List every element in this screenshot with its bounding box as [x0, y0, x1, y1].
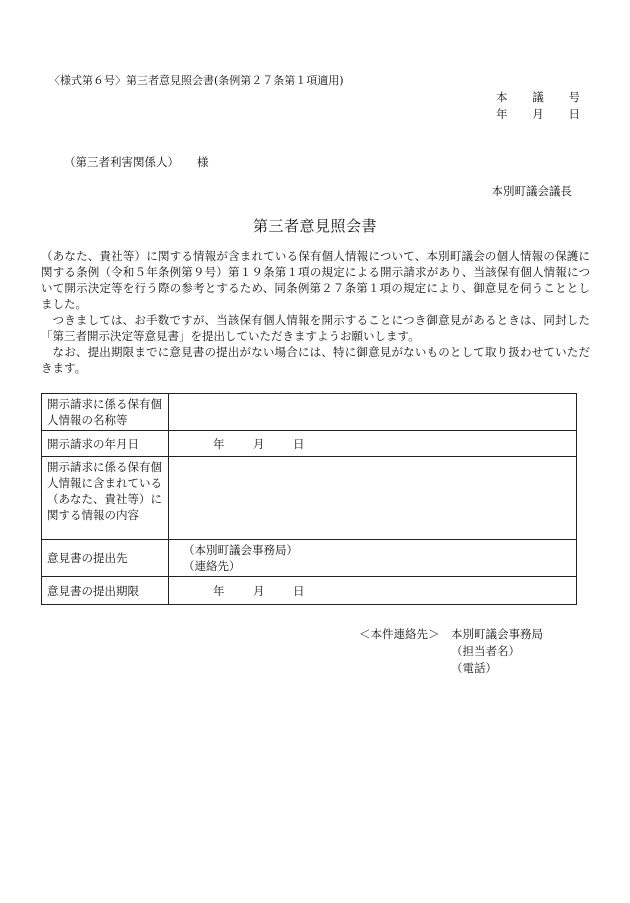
- recipient-honorific: 様: [197, 155, 209, 169]
- row-label: 開示請求に係る保有個人情報に含まれている（あなた、貴社等）に関する情報の内容: [42, 457, 169, 540]
- info-table: [41, 393, 577, 605]
- doc-number-part: 議: [532, 90, 544, 104]
- table-row: [42, 394, 577, 431]
- recipient: [64, 154, 209, 170]
- sender: 本別町議会議長: [491, 184, 572, 198]
- contact-block: [359, 626, 543, 677]
- date-day: 日: [568, 107, 580, 121]
- document-title: 第三者意見照会書: [252, 217, 377, 235]
- date-day: 日: [293, 583, 305, 598]
- table-row: [42, 457, 577, 540]
- contact-phone: （電話）: [451, 661, 497, 675]
- recipient-name: （第三者利害関係人）: [64, 155, 179, 169]
- document-number: [496, 89, 580, 105]
- date-year: 年: [213, 436, 225, 451]
- row-value: [169, 457, 577, 540]
- date-day: 日: [293, 436, 305, 451]
- table-row: [42, 540, 577, 577]
- request-date: [169, 431, 577, 457]
- destination-contact: （連絡先）: [183, 559, 241, 573]
- destination-office: （本別町議会事務局）: [183, 543, 298, 557]
- date-month: 月: [532, 107, 544, 121]
- doc-number-part: 本: [496, 90, 508, 104]
- body-paragraph: つきましては、お手数ですが、当該保有個人情報を開示することにつき御意見があるときは、同封した「第三者開示決定等意見書」を提出していただきますようお願いします。: [41, 313, 590, 343]
- date-month: 月: [253, 436, 265, 451]
- row-label: 意見書の提出先: [42, 540, 169, 577]
- contact-office: 本別町議会事務局: [451, 627, 543, 641]
- contact-label: ＜本件連絡先＞: [359, 627, 440, 641]
- date-month: 月: [253, 583, 265, 598]
- submission-deadline: [169, 577, 577, 605]
- body-paragraph: なお、提出期限までに意見書の提出がない場合には、特に御意見がないものとして取り扱わせていただきます。: [41, 345, 590, 375]
- contact-person: （担当者名）: [451, 644, 520, 658]
- table-row: [42, 431, 577, 457]
- row-label: 開示請求の年月日: [42, 431, 169, 457]
- row-label: 意見書の提出期限: [42, 577, 169, 605]
- row-label: 開示請求に係る保有個人情報の名称等: [42, 394, 169, 431]
- body-text: [41, 248, 590, 376]
- date-year: 年: [496, 107, 508, 121]
- form-number: 〈様式第６号〉第三者意見照会書(条例第２７条第１項適用): [49, 74, 344, 87]
- doc-number-part: 号: [568, 90, 580, 104]
- body-paragraph: （あなた、貴社等）に関する情報が含まれている保有個人情報について、本別町議会の個人情報の保護に関する条例（令和５年条例第９号）第１９条第１項の規定による開示請求があり、当該保有個人情報について開示決定等を行う際の参考とするため、同条例第２７条第１項の規定により、御意見を伺うこととしました。: [41, 249, 590, 311]
- row-value: [169, 394, 577, 431]
- table-row: [42, 577, 577, 605]
- submission-destination: [169, 540, 577, 577]
- date-year: 年: [213, 583, 225, 598]
- issue-date: [496, 106, 580, 122]
